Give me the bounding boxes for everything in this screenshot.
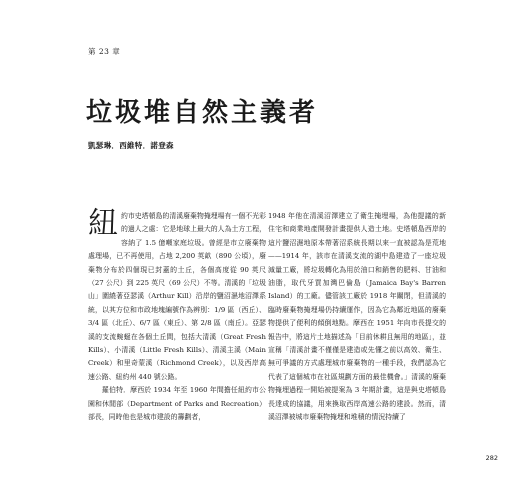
chapter-label: 第 23 章: [88, 47, 121, 56]
author-byline: 凱瑟琳．西維特．諾登森: [88, 141, 174, 150]
paragraph: [88, 206, 266, 384]
body-column-right: [268, 210, 446, 425]
paragraph: 羅伯特．摩西於 1934 年至 1960 年間擔任紐約市公園和休閒部（Department of Parks and Recreation）部長，同時他也是城市建設的籌劃者，: [88, 386, 266, 422]
drop-cap: 紐: [88, 206, 118, 241]
chapter-title: 垃圾堆自然主義者: [86, 98, 319, 128]
body-column-left: [88, 206, 266, 425]
paragraph-text: 約市史塔頓島的清溪廢棄物掩埋場有一個不光彩的過人之處：它是地球上最大的人為土方工程，容納了 1.5 億噸家庭垃圾。曾經是市立廢棄物處理場，已不再使用，占地 2,200 英畝（890 公頃），廢棄物分布於四個現已封蓋的土丘，各個高度從 90 英尺（27 公尺）到 225 英尺（69 公尺）不等。清溪的「垃圾山」圍繞著亞瑟溪（Arthur Kill）沿岸的鹽沼濕地沼澤系統，以其方位和市政地塊編號作為辨別：1/9 區（西丘）、3/4 區（北丘）、6/7 區（東丘）、第 2/8 區（南丘）。亞瑟溪的支流蜿蜒在各個土丘間，包括大清溪（Great Fresh Kills）、小清溪（Little Fresh Kills）、清溪主溪（Main Creek）和里奇蒙溪（Richmond Creek），以及西岸高速公路、紐約州 440 號公路。: [88, 212, 266, 381]
paragraph: 1948 年他在清溪沼澤建立了衛生掩埋場，為他提議的新住宅和商業地產開發計畫提供人造土地。史塔頓島西岸的這片鹽沼濕地原本帶著沼系統長期以來一直被認為是荒地——1914 年，該市在清溪支流的湖中島建造了一座垃圾減量工廠，將垃圾轉化為用於油口和銷售的肥料、甘油和油脂，取代牙買加灣巴倫島（Jamaica Bay's Barren Island）的工廠。儘管該工廠於 1918 年關閉，但清溪的臨時廢棄物掩埋場仍持續運作，因為它為鄰近地區的廢棄物提供了便利的傾倒地點。摩西在 1951 年向市長提交的報告中，將這片土地描述為「目前休耕且無用的地區」，並宣稱「清溪計畫不僅僅是建造或先懂之前以高效、衛生、無可爭議的方式處理城市廢棄物的一種手段，我們認為它代表了這個城市在社區規劃方面的最佳機會。」清溪的廢棄物掩埋過程一開始被提案為 3 年期計畫，這是與史塔頓島長達成的協議，用來換取西岸高速公路的建設。然而，清溪沼澤被城市廢棄物掩埋和堆積的情況持續了: [268, 212, 446, 422]
page-number: 282: [485, 454, 498, 462]
